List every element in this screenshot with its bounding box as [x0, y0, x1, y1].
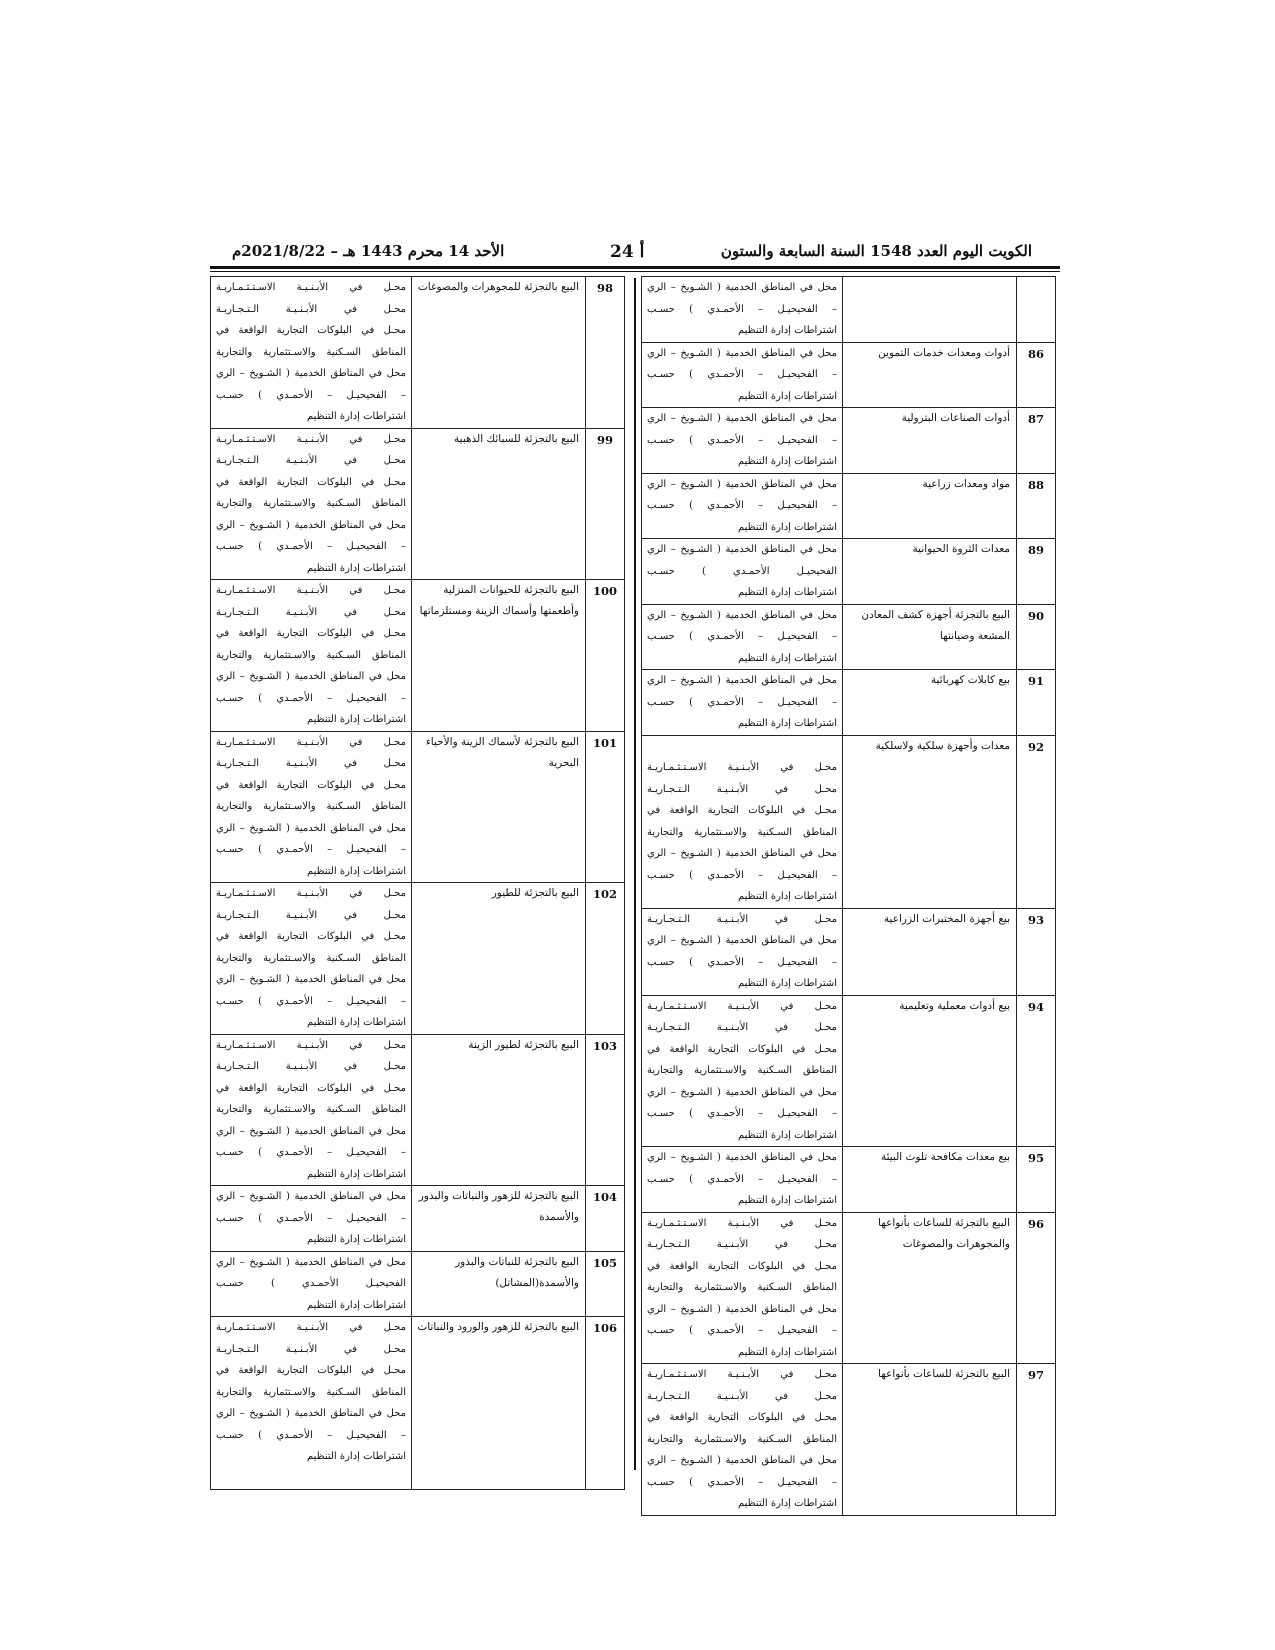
location-line: المناطق السـكنية والاسـتثمارية والتجارية	[216, 649, 406, 661]
permitted-locations	[642, 1147, 843, 1213]
table-row	[211, 580, 625, 732]
column-divider	[634, 278, 636, 1470]
table-row	[211, 428, 625, 580]
table-row	[642, 1364, 1056, 1516]
location-line: محـل في البلوكات التجارية الواقعة في	[216, 931, 406, 942]
table-row	[642, 408, 1056, 474]
location-line: محـل في البلوكات التجارية الواقعة في	[647, 1412, 837, 1423]
activity-name: بيع أدوات معملية وتعليمية	[843, 995, 1017, 1147]
location-line: – الفحيحيـل – الأحمـدي ) حسـب	[216, 1212, 406, 1224]
location-line: المناطق السـكنية والاسـتثمارية والتجارية	[216, 1386, 406, 1398]
activity-name: البيع بالتجزئة للزهور والنباتات والبذور والأسمدة	[412, 1186, 586, 1252]
permitted-locations	[211, 428, 412, 580]
location-line: المناطق السـكنية والاسـتثمارية والتجارية	[647, 1433, 837, 1445]
location-line: اشتراطات إدارة التنظيم	[306, 865, 406, 877]
permitted-locations	[211, 277, 412, 429]
permitted-locations	[642, 995, 843, 1147]
location-line: اشتراطات إدارة التنظيم	[737, 456, 837, 467]
location-line: اشتراطات إدارة التنظيم	[737, 1195, 837, 1206]
permitted-locations	[642, 1364, 843, 1516]
permitted-locations	[211, 1186, 412, 1252]
permitted-locations	[211, 731, 412, 883]
location-line: محل في المناطق الخدمية ( الشـويخ – الري	[216, 519, 406, 531]
activity-name: البيع بالتجزئة للزهور والورود والنباتات	[412, 1317, 586, 1490]
activity-name: بيع كابلات كهربائية	[843, 670, 1017, 736]
row-number: 103	[586, 1034, 625, 1186]
location-line: محـل في الأبـنـيـة الـتـجـاريـة	[647, 783, 837, 795]
location-line	[647, 736, 837, 758]
location-line: محـل في الأبـنـيـة الـتـجـاريـة	[216, 303, 406, 315]
location-line: اشتراطات إدارة التنظيم	[306, 1168, 406, 1180]
permitted-locations	[211, 1034, 412, 1186]
location-line: المناطق السـكنية والاسـتثمارية والتجارية	[216, 1104, 406, 1115]
location-line: – الفحيحيـل – الأحمـدي ) حسـب	[216, 995, 406, 1007]
location-line: المناطق السـكنية والاسـتثمارية والتجارية	[647, 826, 837, 838]
location-line: المناطق السـكنية والاسـتثمارية والتجارية	[216, 952, 406, 964]
table-row	[642, 735, 1056, 908]
location-line: محـل في البلوكات التجارية الواقعة في	[647, 805, 837, 816]
permitted-locations	[642, 539, 843, 605]
location-line: محل في المناطق الخدمية ( الشـويخ – الري	[216, 1191, 406, 1202]
activity-name: البيع بالتجزئة للطيور	[412, 883, 586, 1035]
table-row	[642, 995, 1056, 1147]
activity-name: البيع بالتجزئة للنباتات والبذور والأسمدة(المشاتل)	[412, 1251, 586, 1317]
activity-name: أدوات الصناعات البترولية	[843, 408, 1017, 474]
location-line: محـل في الأبـنـيـة الـتـجـاريـة	[216, 455, 406, 466]
table-row	[211, 277, 625, 429]
permitted-locations	[642, 473, 843, 539]
location-line: محـل في البلوكات التجارية الواقعة في	[216, 628, 406, 639]
issue-date: الأحد 14 محرم 1443 هـ – 2021/8/22م	[232, 242, 505, 260]
location-line: اشتراطات إدارة التنظيم	[306, 1234, 406, 1245]
location-line: محـل في الأبـنـيـة الاسـتـثـمـاريـة	[216, 585, 406, 596]
location-line: – الفحيحيـل – الأحمـدي ) حسـب	[216, 1147, 406, 1158]
page-number: أ 24	[610, 242, 645, 262]
location-line: اشتراطات إدارة التنظيم	[306, 411, 406, 422]
permitted-locations	[642, 604, 843, 670]
location-line: محـل في الأبـنـيـة الاسـتـثـمـاريـة	[647, 1217, 837, 1229]
location-line: محـل في البلوكات التجارية الواقعة في	[216, 325, 406, 336]
table-row	[211, 1186, 625, 1252]
location-line: محـل في الأبـنـيـة الـتـجـاريـة	[647, 913, 837, 925]
location-line: محـل في الأبـنـيـة الـتـجـاريـة	[647, 1390, 837, 1402]
location-line: محل في المناطق الخدمية ( الشـويخ – الري	[647, 1086, 837, 1098]
location-line: محـل في الأبـنـيـة الـتـجـاريـة	[216, 909, 406, 921]
location-line: محل في المناطق الخدمية ( الشـويخ – الري	[647, 544, 837, 555]
publication-title: الكويت اليوم العدد 1548 السنة السابعة والستون	[720, 242, 1032, 260]
location-line: محل في المناطق الخدمية ( الشـويخ – الري	[647, 282, 837, 293]
location-line: محـل في البلوكات التجارية الواقعة في	[216, 779, 406, 791]
location-line: – الفحيحيـل – الأحمـدي ) حسـب	[216, 692, 406, 704]
location-line: – الفحيحيـل – الأحمـدي ) حسـب	[216, 1429, 406, 1441]
row-number: 106	[586, 1317, 625, 1490]
location-line: – الفحيحيـل – الأحمـدي ) حسـب	[647, 500, 837, 511]
row-number: 88	[1017, 473, 1056, 539]
location-line: محل في المناطق الخدمية ( الشـويخ – الري	[647, 609, 837, 621]
permitted-locations	[211, 1317, 412, 1490]
location-line: محل في المناطق الخدمية ( الشـويخ – الري	[216, 671, 406, 682]
table-row	[642, 1212, 1056, 1364]
location-line: – الفحيحيـل – الأحمـدي ) حسـب	[647, 956, 837, 968]
permitted-locations	[211, 580, 412, 732]
location-line: محل في المناطق الخدمية ( الشـويخ – الري	[216, 974, 406, 985]
location-line: محـل في الأبـنـيـة الـتـجـاريـة	[647, 1022, 837, 1033]
location-line: محل في المناطق الخدمية ( الشـويخ – الري	[647, 848, 837, 859]
row-number: 86	[1017, 342, 1056, 408]
location-line: اشتراطات إدارة التنظيم	[737, 652, 837, 664]
table-row	[211, 1317, 625, 1490]
activity-name: البيع بالتجزئة أجهزة كشف المعادن المشعة وصيانتها	[843, 604, 1017, 670]
permitted-locations	[642, 342, 843, 408]
activity-name: البيع بالتجزئة لطيور الزينة	[412, 1034, 586, 1186]
location-line: محـل في البلوكات التجارية الواقعة في	[216, 1365, 406, 1376]
location-line: محل في المناطق الخدمية ( الشـويخ – الري	[216, 1256, 406, 1268]
permitted-locations	[642, 670, 843, 736]
activity-name: معدات الثروة الحيوانية	[843, 539, 1017, 605]
permitted-locations	[211, 1251, 412, 1317]
location-line: – الفحيحيـل – الأحمـدي ) حسـب	[647, 1476, 837, 1488]
row-number: 100	[586, 580, 625, 732]
row-number: 104	[586, 1186, 625, 1252]
location-line: المناطق السـكنية والاسـتثمارية والتجارية	[647, 1065, 837, 1076]
table-row	[642, 604, 1056, 670]
location-line: اشتراطات إدارة التنظيم	[737, 325, 837, 336]
activity-name	[843, 277, 1017, 343]
row-number: 98	[586, 277, 625, 429]
location-line: محـل في الأبـنـيـة الاسـتـثـمـاريـة	[647, 1000, 837, 1012]
location-line: اشتراطات إدارة التنظيم	[737, 587, 837, 598]
location-line: محـل في الأبـنـيـة الاسـتـثـمـاريـة	[216, 736, 406, 748]
permitted-locations	[642, 408, 843, 474]
location-line: محـل في الأبـنـيـة الاسـتـثـمـاريـة	[216, 888, 406, 899]
location-line: اشتراطات إدارة التنظيم	[737, 1346, 837, 1358]
location-line: محـل في الأبـنـيـة الـتـجـاريـة	[216, 1343, 406, 1355]
table-row	[211, 1251, 625, 1317]
location-line: – الفحيحيـل – الأحمـدي ) حسـب	[647, 631, 837, 642]
row-number: 97	[1017, 1364, 1056, 1516]
table-row	[642, 670, 1056, 736]
location-line: – الفحيحيـل – الأحمـدي ) حسـب	[216, 844, 406, 855]
location-line: محـل في الأبـنـيـة الاسـتـثـمـاريـة	[647, 1369, 837, 1380]
location-line: محل في المناطق الخدمية ( الشـويخ – الري	[647, 1303, 837, 1315]
activity-name: البيع بالتجزئة للمجوهرات والمصوغات	[412, 277, 586, 429]
permitted-locations	[642, 1212, 843, 1364]
location-line: – الفحيحيـل – الأحمـدي ) حسـب	[647, 869, 837, 881]
location-line: محـل في الأبـنـيـة الاسـتـثـمـاريـة	[216, 282, 406, 293]
permitted-locations	[211, 883, 412, 1035]
location-line: – الفحيحيـل – الأحمـدي ) حسـب	[647, 1325, 837, 1336]
location-line: اشتراطات إدارة التنظيم	[737, 1129, 837, 1141]
table-row	[642, 277, 1056, 343]
location-line: اشتراطات إدارة التنظيم	[737, 891, 837, 902]
row-number: 102	[586, 883, 625, 1035]
location-line: محـل في الأبـنـيـة الاسـتـثـمـاريـة	[216, 1039, 406, 1051]
location-line: محل في المناطق الخدمية ( الشـويخ – الري	[647, 1455, 837, 1466]
row-number: 90	[1017, 604, 1056, 670]
header-rule-thin	[210, 271, 1060, 272]
location-line: – الفحيحيـل – الأحمـدي ) حسـب	[647, 1173, 837, 1185]
location-line: محل في المناطق الخدمية ( الشـويخ – الري	[647, 347, 837, 359]
location-line: محـل في الأبـنـيـة الـتـجـاريـة	[647, 1239, 837, 1250]
table-row	[642, 473, 1056, 539]
location-line: المناطق السـكنية والاسـتثمارية والتجارية	[216, 801, 406, 812]
location-line: الفحيحيـل الأحمـدي ) حسـب	[647, 565, 837, 577]
activity-name: معدات وأجهزة سلكية ولاسلكية	[843, 735, 1017, 908]
location-line: الفحيحيـل الأحمـدي ) حسـب	[216, 1278, 406, 1289]
row-number: 94	[1017, 995, 1056, 1147]
location-line: – الفحيحيـل – الأحمـدي ) حسـب	[647, 696, 837, 708]
location-line: محل في المناطق الخدمية ( الشـويخ – الري	[647, 1152, 837, 1163]
location-line: اشتراطات إدارة التنظيم	[306, 1451, 406, 1462]
location-line: محـل في الأبـنـيـة الاسـتـثـمـاريـة	[647, 762, 837, 773]
location-line: محـل في الأبـنـيـة الـتـجـاريـة	[216, 606, 406, 618]
location-line: محل في المناطق الخدمية ( الشـويخ – الري	[216, 368, 406, 379]
location-line: اشتراطات إدارة التنظيم	[306, 1017, 406, 1028]
row-number: 87	[1017, 408, 1056, 474]
row-number: 89	[1017, 539, 1056, 605]
location-line: – الفحيحيـل – الأحمـدي ) حسـب	[216, 541, 406, 552]
left-activities-table	[210, 276, 625, 1490]
activity-name: البيع بالتجزئة للساعات بأنواعها والمجوهرات والمصوغات	[843, 1212, 1017, 1364]
location-line: محل في المناطق الخدمية ( الشـويخ – الري	[647, 935, 837, 946]
row-number: 105	[586, 1251, 625, 1317]
location-line: محـل في الأبـنـيـة الاسـتـثـمـاريـة	[216, 1322, 406, 1333]
location-line: محل في المناطق الخدمية ( الشـويخ – الري	[647, 675, 837, 686]
activity-name: أدوات ومعدات خدمات التموين	[843, 342, 1017, 408]
location-line: اشتراطات إدارة التنظيم	[737, 1498, 837, 1509]
row-number: 96	[1017, 1212, 1056, 1364]
permitted-locations	[642, 277, 843, 343]
location-line: – الفحيحيـل – الأحمـدي ) حسـب	[647, 434, 837, 446]
table-row	[211, 1034, 625, 1186]
row-number	[1017, 277, 1056, 343]
table-row	[211, 883, 625, 1035]
location-line: اشتراطات إدارة التنظيم	[737, 718, 837, 729]
location-line: المناطق السـكنية والاسـتثمارية والتجارية	[216, 498, 406, 509]
location-line: محـل في البلوكات التجارية الواقعة في	[647, 1043, 837, 1055]
location-line: اشتراطات إدارة التنظيم	[306, 1299, 406, 1311]
location-line: المناطق السـكنية والاسـتثمارية والتجارية	[647, 1282, 837, 1293]
location-line: محـل في الأبـنـيـة الـتـجـاريـة	[216, 1061, 406, 1072]
location-line: محل في المناطق الخدمية ( الشـويخ – الري	[216, 1408, 406, 1419]
row-number: 95	[1017, 1147, 1056, 1213]
activity-name: البيع بالتجزئة للساعات بأنواعها	[843, 1364, 1017, 1516]
table-row	[642, 342, 1056, 408]
table-row	[642, 1147, 1056, 1213]
location-line: محـل في الأبـنـيـة الـتـجـاريـة	[216, 758, 406, 769]
activity-name: بيع أجهزة المختبرات الزراعية	[843, 908, 1017, 995]
location-line: – الفحيحيـل – الأحمـدي ) حسـب	[647, 369, 837, 380]
location-line: اشتراطات إدارة التنظيم	[306, 714, 406, 725]
row-number: 101	[586, 731, 625, 883]
right-activities-table	[641, 276, 1056, 1516]
location-line: محـل في البلوكات التجارية الواقعة في	[216, 476, 406, 488]
permitted-locations	[642, 735, 843, 908]
row-number: 91	[1017, 670, 1056, 736]
location-line: محـل في البلوكات التجارية الواقعة في	[647, 1260, 837, 1272]
row-number: 99	[586, 428, 625, 580]
activity-name: البيع بالتجزئة للسبائك الذهبية	[412, 428, 586, 580]
table-row	[642, 908, 1056, 995]
location-line: اشتراطات إدارة التنظيم	[737, 390, 837, 402]
location-line: – الفحيحيـل – الأحمـدي ) حسـب	[647, 1108, 837, 1119]
location-line	[216, 1468, 406, 1490]
activity-name: بيع معدات مكافحة تلوث البيئة	[843, 1147, 1017, 1213]
location-line: محل في المناطق الخدمية ( الشـويخ – الري	[216, 1125, 406, 1137]
location-line: محل في المناطق الخدمية ( الشـويخ – الري	[216, 822, 406, 834]
location-line: اشتراطات إدارة التنظيم	[737, 978, 837, 989]
location-line: اشتراطات إدارة التنظيم	[737, 521, 837, 533]
location-line: محل في المناطق الخدمية ( الشـويخ – الري	[647, 413, 837, 424]
page-header	[232, 238, 1032, 266]
location-line: – الفحيحيـل – الأحمـدي ) حسـب	[216, 389, 406, 401]
table-row	[642, 539, 1056, 605]
row-number: 92	[1017, 735, 1056, 908]
location-line: محـل في البلوكات التجارية الواقعة في	[216, 1082, 406, 1094]
location-line: اشتراطات إدارة التنظيم	[306, 562, 406, 574]
header-rule-thick	[210, 266, 1060, 269]
activity-name: مواد ومعدات زراعية	[843, 473, 1017, 539]
location-line: المناطق السـكنية والاسـتثمارية والتجارية	[216, 346, 406, 358]
activity-name: البيع بالتجزئة للحيوانات المنزلية وأطعمتها وأسماك الزينة ومستلزماتها	[412, 580, 586, 732]
location-line: – الفحيحيـل – الأحمـدي ) حسـب	[647, 303, 837, 315]
location-line: محل في المناطق الخدمية ( الشـويخ – الري	[647, 478, 837, 490]
table-row	[211, 731, 625, 883]
activity-name: البيع بالتجزئة لأسماك الزينة والأحياء البحرية	[412, 731, 586, 883]
permitted-locations	[642, 908, 843, 995]
row-number: 93	[1017, 908, 1056, 995]
location-line: محـل في الأبـنـيـة الاسـتـثـمـاريـة	[216, 433, 406, 445]
